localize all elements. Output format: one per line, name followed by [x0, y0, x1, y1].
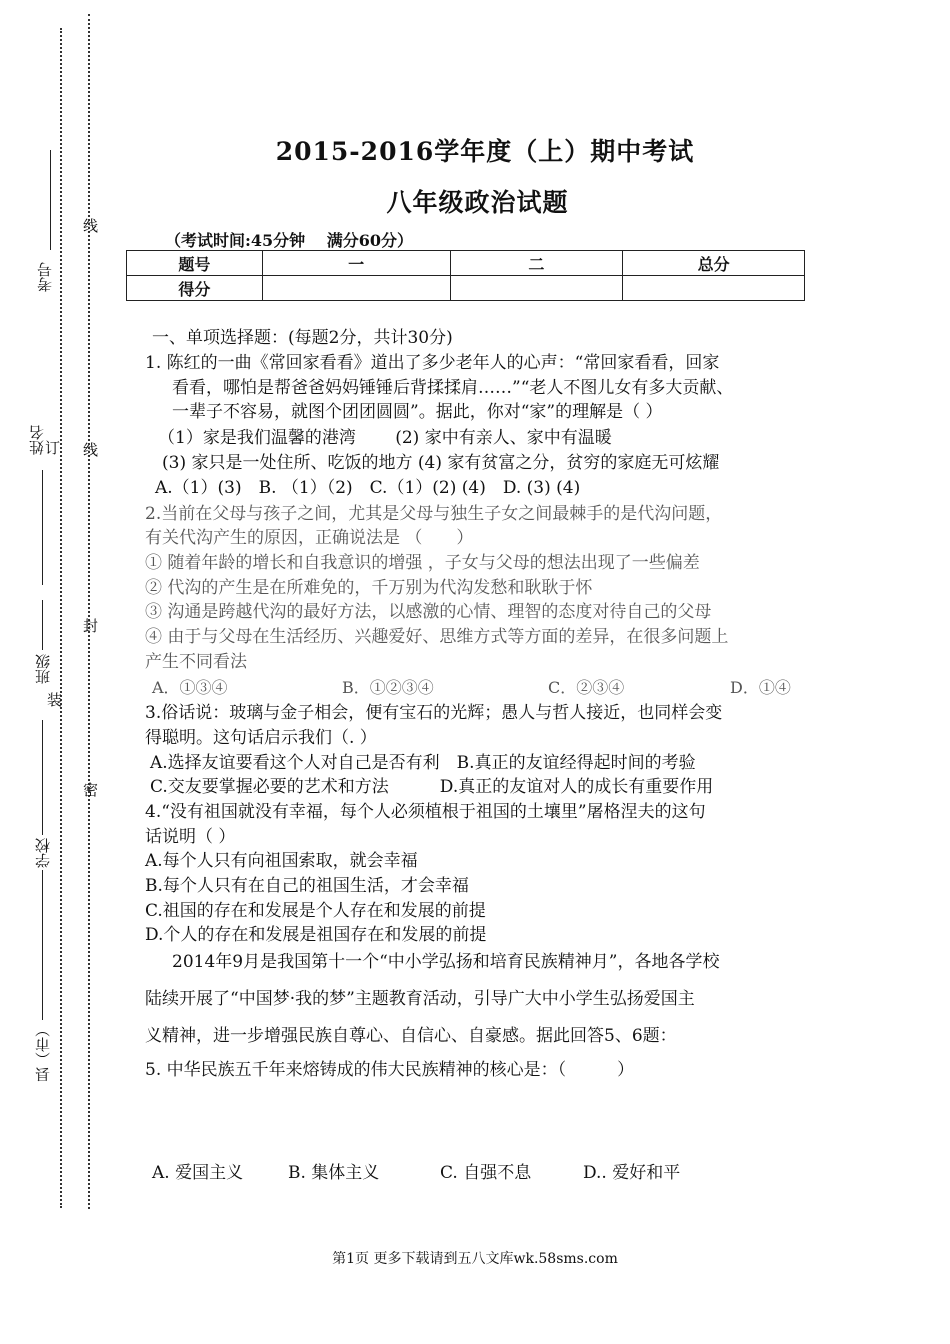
page-footer: 第1页 更多下载请到五八文库wk.58sms.com	[332, 1251, 618, 1267]
score-table-score-row	[127, 276, 805, 301]
answer-option: B．①②③④	[342, 678, 434, 697]
question-text: 一辈子不容易，就图个团团圆圆”。据此，你对“家”的理解是（ ）	[172, 402, 663, 422]
seal-label-xian-top: 线	[81, 218, 99, 233]
answer-option: B.每个人只有在自己的祖国生活，才会幸福	[145, 876, 469, 896]
score-cell: 二	[450, 251, 623, 276]
reading-passage: 义精神，进一步增强民族自尊心、自信心、自豪感。据此回答5、6题：	[145, 1026, 677, 1046]
xuexiao-line	[42, 720, 43, 835]
answer-option: D．①④	[730, 678, 791, 697]
score-cell: 总分	[623, 251, 805, 276]
answer-option: A．①③④	[152, 678, 228, 697]
exam-subtitle: 八年级政治试题	[386, 188, 569, 217]
question-text: 产生不同看法	[145, 652, 247, 672]
question-text: 5. 中华民族五千年来熔铸成的伟大民族精神的核心是：（ ）	[145, 1060, 635, 1080]
score-cell: 题号	[127, 251, 263, 276]
xian-label: 县（市）	[34, 1022, 52, 1082]
reading-passage: 陆续开展了“中国梦·我的梦”主题教育活动，引导广大中小学生弘扬爱国主	[145, 989, 695, 1009]
score-cell: 得分	[127, 276, 263, 301]
xuexiao-label: 学校	[34, 838, 52, 868]
answer-option: C. 自强不息	[440, 1163, 532, 1183]
section-heading: 一、单项选择题：(每题2分，共计30分)	[152, 328, 453, 348]
answer-option: B. 集体主义	[288, 1163, 380, 1183]
question-text: 看看，哪怕是帮爸爸妈妈锤锤后背揉揉肩……”“老人不图儿女有多大贡献、	[172, 378, 734, 398]
question-text: 4.“没有祖国就没有幸福，每个人必须植根于祖国的土壤里”屠格涅夫的这句	[145, 802, 706, 822]
question-text: (3) 家只是一处住所、吃饭的地方 (4) 家有贫富之分，贫穷的家庭无可炫耀	[162, 453, 720, 473]
exam-title: 2015-2016学年度（上）期中考试	[275, 137, 695, 166]
question-text: 3.俗话说：玻璃与金子相会，便有宝石的光辉；愚人与哲人接近，也同样会变	[145, 703, 723, 723]
xingming-line	[42, 470, 43, 585]
seal-label-mi: 密	[81, 782, 99, 797]
question-text: ③ 沟通是跨越代沟的最好方法，以感激的心情、理智的态度对待自己的父母	[145, 602, 712, 622]
score-input[interactable]	[262, 276, 450, 301]
question-text: 有关代沟产生的原因，正确说法是 （ ）	[145, 528, 474, 548]
answer-options: C.交友要掌握必要的艺术和方法 D.真正的友谊对人的成长有重要作用	[150, 777, 714, 797]
question-text: 话说明（ ）	[145, 827, 236, 847]
answer-option: C.祖国的存在和发展是个人存在和发展的前提	[145, 901, 486, 921]
score-table-header-row	[127, 251, 805, 276]
score-input[interactable]	[623, 276, 805, 301]
seal-label-feng: 封	[81, 618, 99, 633]
answer-option: D.. 爱好和平	[583, 1163, 681, 1183]
kaohao-label: 考号	[36, 262, 54, 292]
score-table	[126, 250, 805, 301]
answer-option: A. 爱国主义	[152, 1163, 244, 1183]
answer-option: D.个人的存在和发展是祖国存在和发展的前提	[145, 925, 487, 945]
seal-label-ding: 订	[43, 440, 61, 455]
reading-passage: 2014年9月是我国第十一个“中小学弘扬和培育民族精神月”，各地各学校	[172, 952, 720, 972]
question-text: 2.当前在父母与孩子之间，尤其是父母与独生子女之间最棘手的是代沟问题，	[145, 504, 723, 524]
score-cell: 一	[262, 251, 450, 276]
xingming-label: 姓名	[28, 425, 46, 455]
exam-info: （考试时间:45分钟 满分60分）	[165, 231, 414, 250]
answer-options: A.（1）(3) B. （1）（2) C.（1）(2) (4) D. (3) (4)	[155, 478, 581, 498]
banji-line	[42, 600, 43, 650]
question-text: ① 随着年龄的增长和自我意识的增强 ，子女与父母的想法出现了一些偏差	[145, 553, 700, 573]
answer-options: A.选择友谊要看这个人对自己是否有利 B.真正的友谊经得起时间的考验	[150, 753, 696, 773]
question-text: ② 代沟的产生是在所难免的，千万别为代沟发愁和耿耿于怀	[145, 578, 593, 598]
question-text: （1）家是我们温馨的港湾 (2) 家中有亲人、家中有温暖	[158, 428, 612, 448]
question-text: 1. 陈红的一曲《常回家看看》道出了多少老年人的心声：“常回家看看，回家	[145, 353, 720, 373]
xian-line	[42, 870, 43, 1020]
answer-option: C．②③④	[548, 678, 625, 697]
seal-label-xian: 线	[81, 442, 99, 457]
question-text: ④ 由于与父母在生活经历、兴趣爱好、思维方式等方面的差异，在很多问题上	[145, 627, 729, 647]
score-input[interactable]	[450, 276, 623, 301]
answer-option: A.每个人只有向祖国索取，就会幸福	[145, 851, 418, 871]
banji-label: 班级	[34, 654, 52, 684]
seal-label-zhuang: 装	[45, 692, 63, 707]
question-text: 得聪明。这句话启示我们（. ）	[145, 728, 377, 748]
